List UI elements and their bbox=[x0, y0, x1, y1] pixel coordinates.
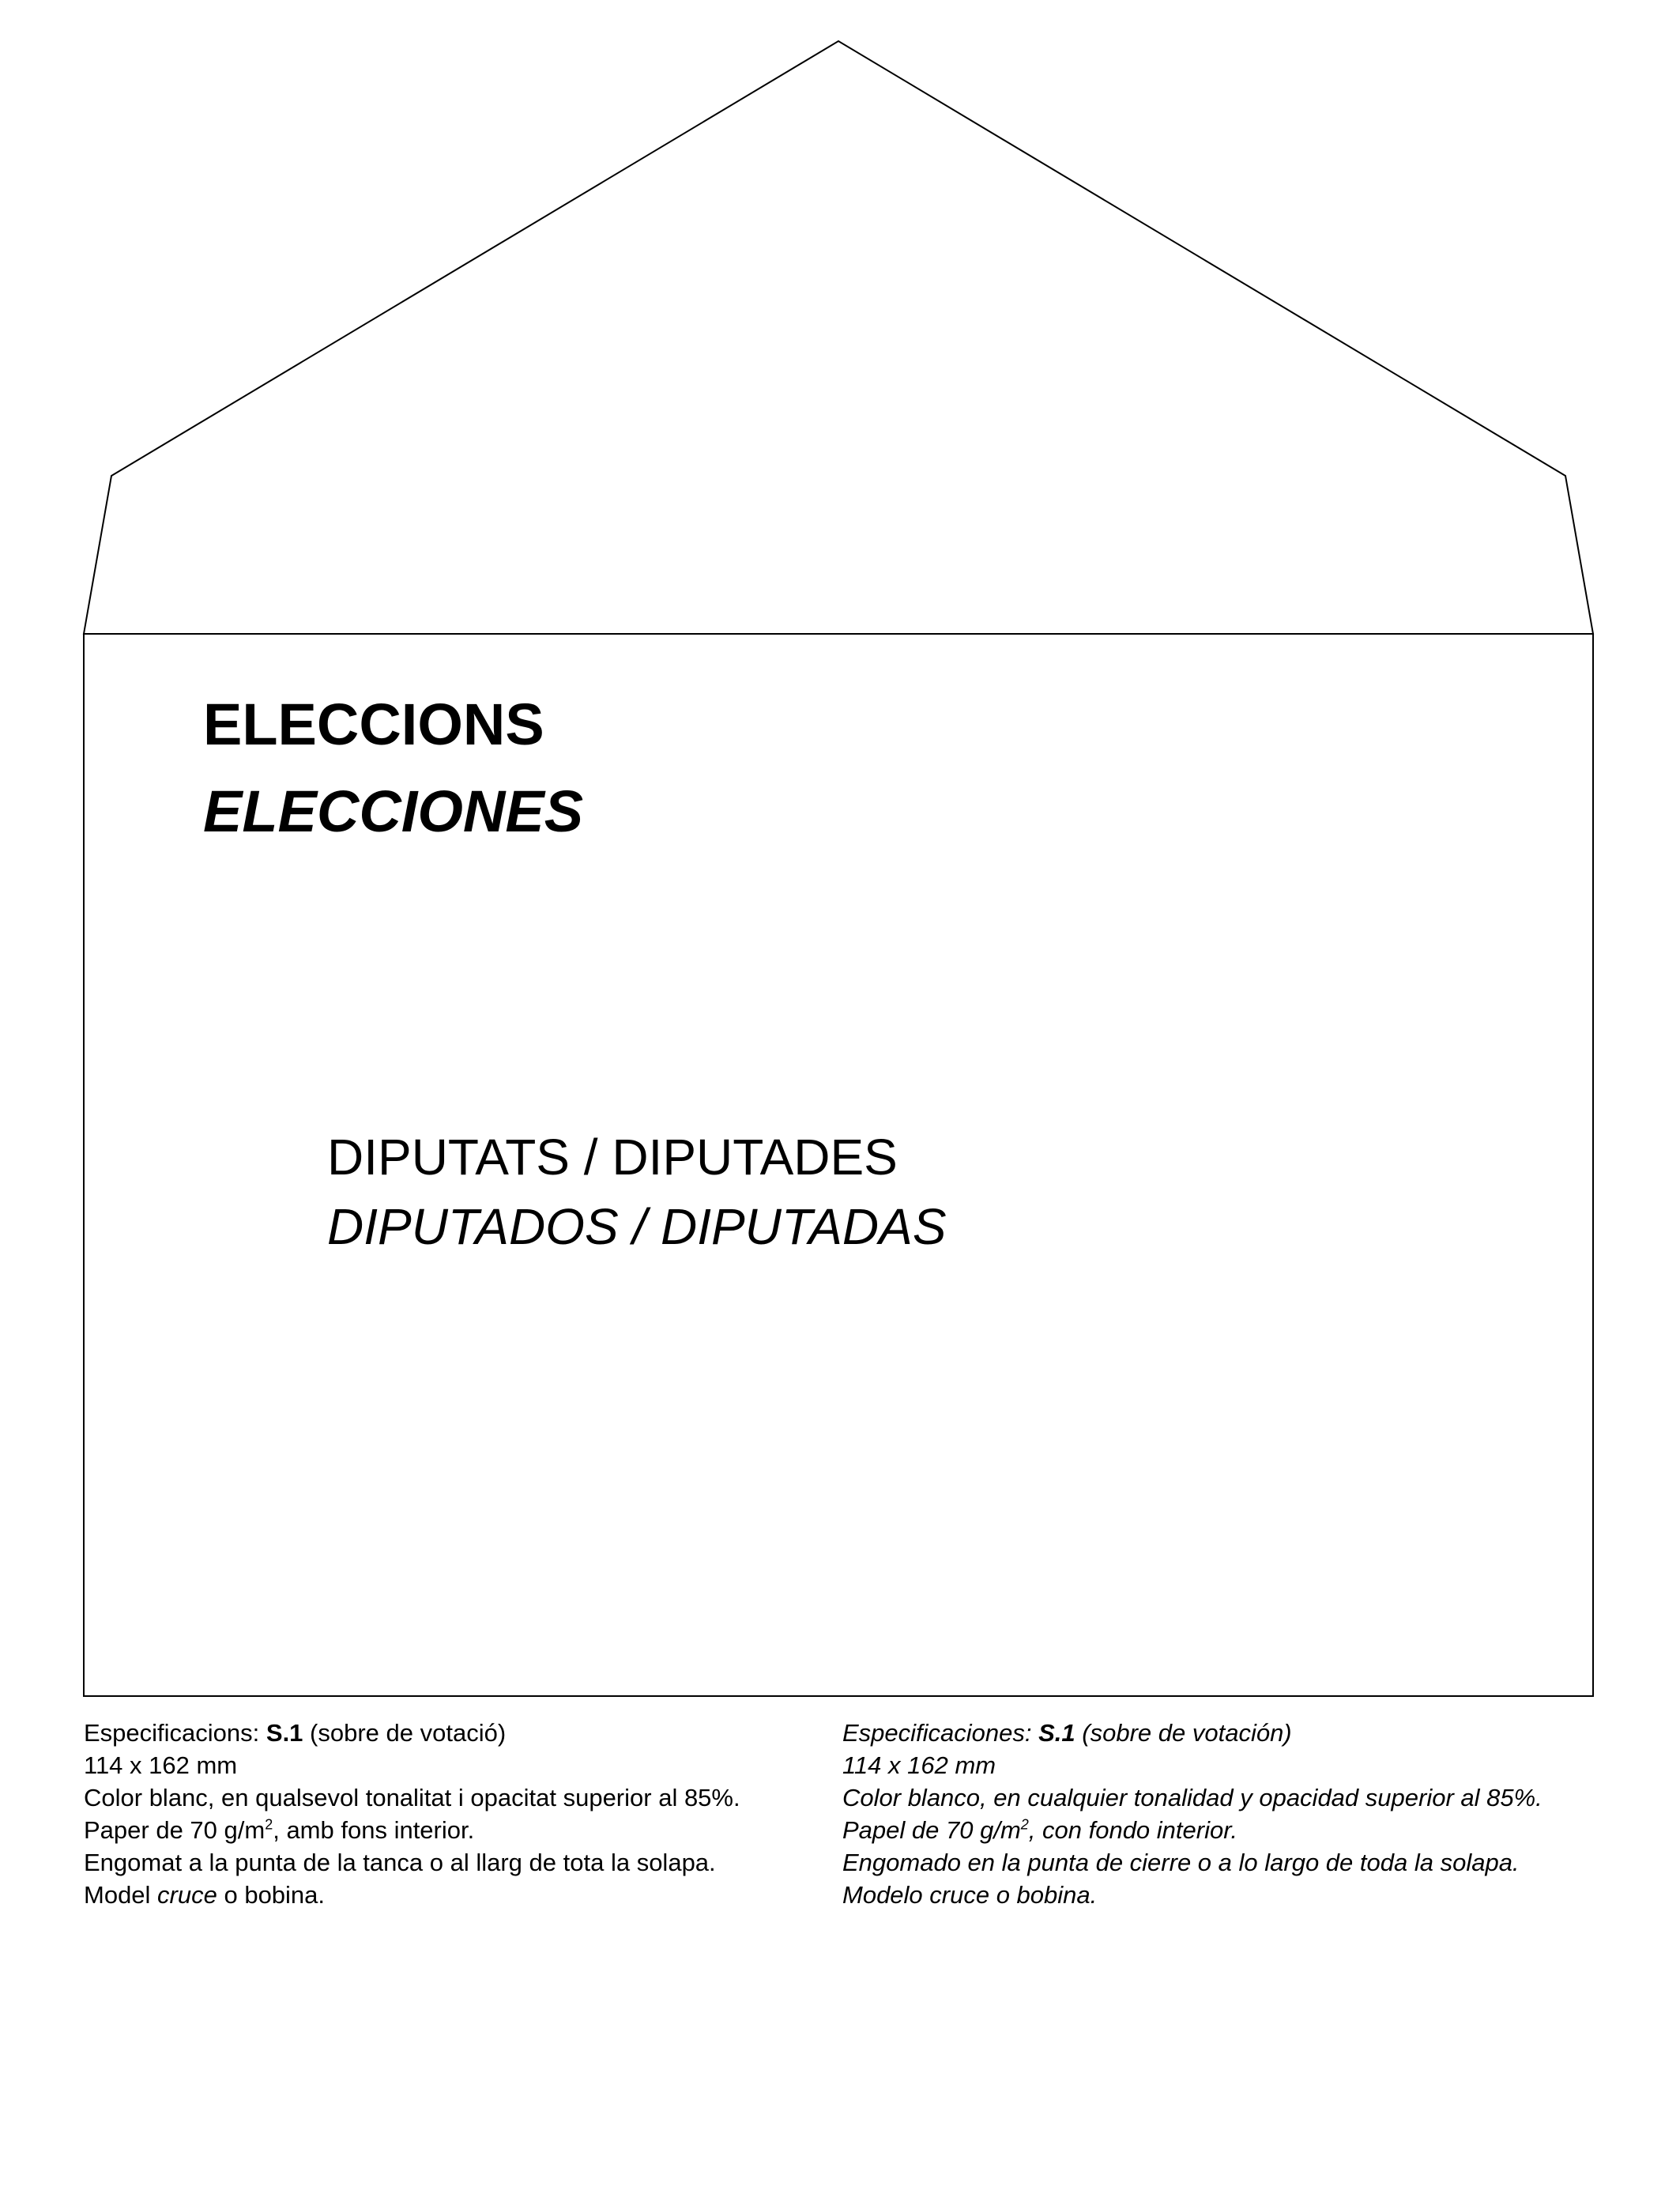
specifications-spanish bbox=[842, 1717, 1664, 1911]
spec-line-title: Especificaciones: S.1 (sobre de votación) bbox=[842, 1719, 1292, 1747]
spec-line-title: Especificacions: S.1 (sobre de votació) bbox=[84, 1719, 507, 1747]
spec-line-glue: Engomado en la punta de cierre o a lo largo de toda la solapa. bbox=[842, 1849, 1520, 1876]
specifications-catalan bbox=[84, 1717, 834, 1911]
spec-line-paper: Papel de 70 $g/m^2$, con fondo interior. bbox=[842, 1816, 1238, 1844]
spec-code: S.1 bbox=[266, 1719, 303, 1747]
title-catalan: ELECCIONS bbox=[203, 692, 544, 757]
spec-line-model: Modelo cruce o bobina. bbox=[842, 1881, 1098, 1909]
spec-line-color: Color blanco, en cualquier tonalidad y opacidad superior al 85%. bbox=[842, 1784, 1543, 1811]
subtitle-catalan: DIPUTATS / DIPUTADES bbox=[327, 1129, 898, 1186]
spec-code: S.1 bbox=[1038, 1719, 1075, 1747]
envelope-flap bbox=[84, 41, 1593, 634]
spec-line-size: 114 x 162 mm bbox=[842, 1751, 996, 1779]
spec-line-paper: Paper de 70 $g/m^2$, amb fons interior. bbox=[84, 1816, 475, 1844]
spec-line-size: 114 x 162 mm bbox=[84, 1751, 238, 1779]
spec-line-model: Model cruce o bobina. bbox=[84, 1881, 326, 1909]
subtitle-spanish: DIPUTADOS / DIPUTADAS bbox=[327, 1198, 947, 1255]
spec-line-glue: Engomat a la punta de la tanca o al llarg de tota la solapa. bbox=[84, 1849, 716, 1876]
spec-line-color: Color blanc, en qualsevol tonalitat i opacitat superior al 85%. bbox=[84, 1784, 740, 1811]
title-spanish: ELECCIONES bbox=[203, 778, 584, 844]
